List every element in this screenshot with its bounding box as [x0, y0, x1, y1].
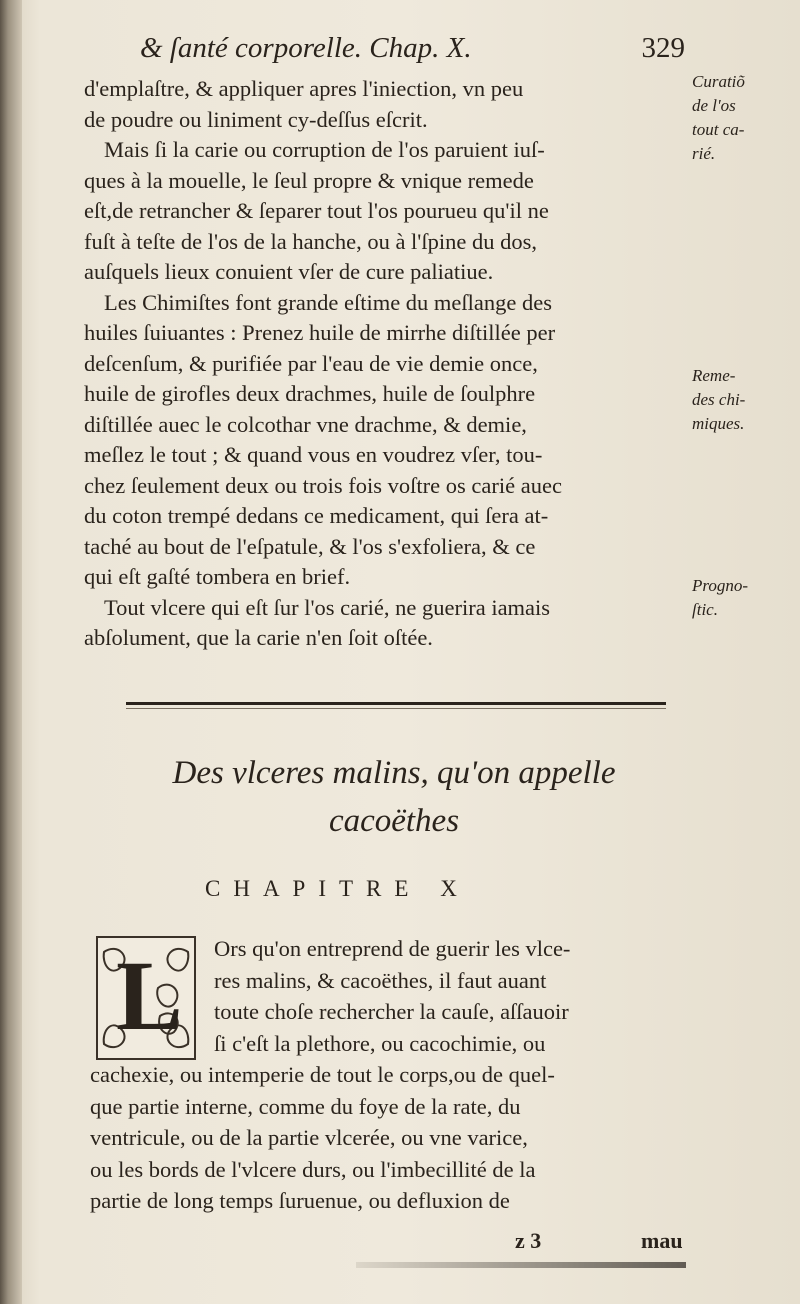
text-line: Tout vlcere qui eſt ſur l'os carié, ne guerira iamais — [104, 594, 551, 620]
text-line: meſlez le tout ; & quand vous en voudrez vſer, tou- — [84, 442, 543, 467]
text-line: du coton trempé dedans ce medicament, qui ſera at- — [84, 503, 549, 528]
text-line: Mais ſi la carie ou corruption de l'os paruient iuſ- — [104, 137, 545, 162]
margin-note-line: Curatiõ — [692, 72, 745, 91]
dropcap-letter: L — [116, 940, 183, 1051]
binding-edge — [0, 0, 22, 1304]
margin-note-line: des chi- — [692, 390, 746, 409]
text-line: qui eſt gaſté tombera en brief. — [84, 564, 351, 589]
text-line: auſquels lieux conuient vſer de cure paliatiue. — [84, 259, 494, 284]
chapter-label: CHAPITRE X — [205, 876, 470, 901]
text-line: deſcenſum, & purifiée par l'eau de vie demie once, — [84, 350, 538, 376]
text-line: Les Chimiſtes font grande eſtime du meſlange des — [104, 289, 553, 315]
chapter-text-line: Ors qu'on entreprend de guerir les vlce- — [214, 936, 571, 961]
text-line: d'emplaſtre, & appliquer apres l'iniection, vn peu — [84, 76, 524, 101]
text-line: diſtillée auec le colcothar vne drachme, & demie, — [84, 411, 527, 437]
margin-note-line: miques. — [692, 414, 745, 433]
section-rule-thin — [126, 708, 666, 709]
margin-note-line: de l'os — [692, 96, 736, 115]
section-rule — [126, 702, 666, 705]
chapter-text-line: ventricule, ou de la partie vlcerée, ou vne varice, — [90, 1125, 528, 1150]
page-number: 329 — [641, 32, 685, 64]
text-line: abſolument, que la carie n'en ſoit oſtée. — [84, 625, 433, 650]
chapter-text-line: ſi c'eſt la plethore, ou cacochimie, ou — [214, 1030, 546, 1056]
chapter-text-line: que partie interne, comme du foye de la rate, du — [90, 1093, 521, 1119]
running-title: & ſanté corporelle. Chap. X. — [140, 32, 472, 64]
margin-note-line: Reme- — [692, 366, 736, 385]
bottom-smudge — [356, 1262, 686, 1268]
text-line: huiles ſuiuantes : Prenez huile de mirrhe diſtillée per — [84, 320, 556, 345]
text-line: fuſt à teſte de l'os de la hanche, ou à l'ſpine du dos, — [84, 228, 537, 254]
margin-note-line: tout ca- — [692, 120, 745, 139]
text-line: taché au bout de l'eſpatule, & l'os s'exfoliera, & ce — [84, 533, 536, 559]
signature-mark: z 3 — [515, 1228, 542, 1253]
running-header — [140, 30, 700, 74]
chapter-text-line: res malins, & cacoëthes, il faut auant — [214, 967, 547, 993]
margin-note-line: rié. — [692, 144, 716, 163]
chapter-text-line: partie de long temps ſuruenue, ou defluxion de — [90, 1188, 510, 1213]
margin-note-line: ſtic. — [692, 600, 718, 619]
chapter-text-line: toute choſe rechercher la cauſe, aſſauoir — [214, 999, 569, 1024]
chapter-title-line-1: Des vlceres malins, qu'on appelle — [172, 755, 616, 791]
chapter-text-line: cachexie, ou intemperie de tout le corps,ou de quel- — [90, 1062, 555, 1087]
catchword: mau — [641, 1228, 683, 1253]
text-line: huile de girofles deux drachmes, huile de ſoulphre — [84, 381, 536, 406]
text-line: ques à la mouelle, le ſeul propre & vnique remede — [84, 167, 534, 193]
chapter-text-line: ou les bords de l'vlcere durs, ou l'imbecillité de la — [90, 1156, 536, 1182]
text-line: eſt,de retrancher & ſeparer tout l'os pourueu qu'il ne — [84, 198, 549, 223]
margin-note-line: Progno- — [692, 576, 749, 595]
ornamental-initial — [96, 936, 196, 1060]
text-line: chez ſeulement deux ou trois fois voſtre os carié auec — [84, 472, 562, 498]
text-line: de poudre ou liniment cy-deſſus eſcrit. — [84, 106, 428, 132]
chapter-title-line-2: cacoëthes — [328, 803, 460, 839]
